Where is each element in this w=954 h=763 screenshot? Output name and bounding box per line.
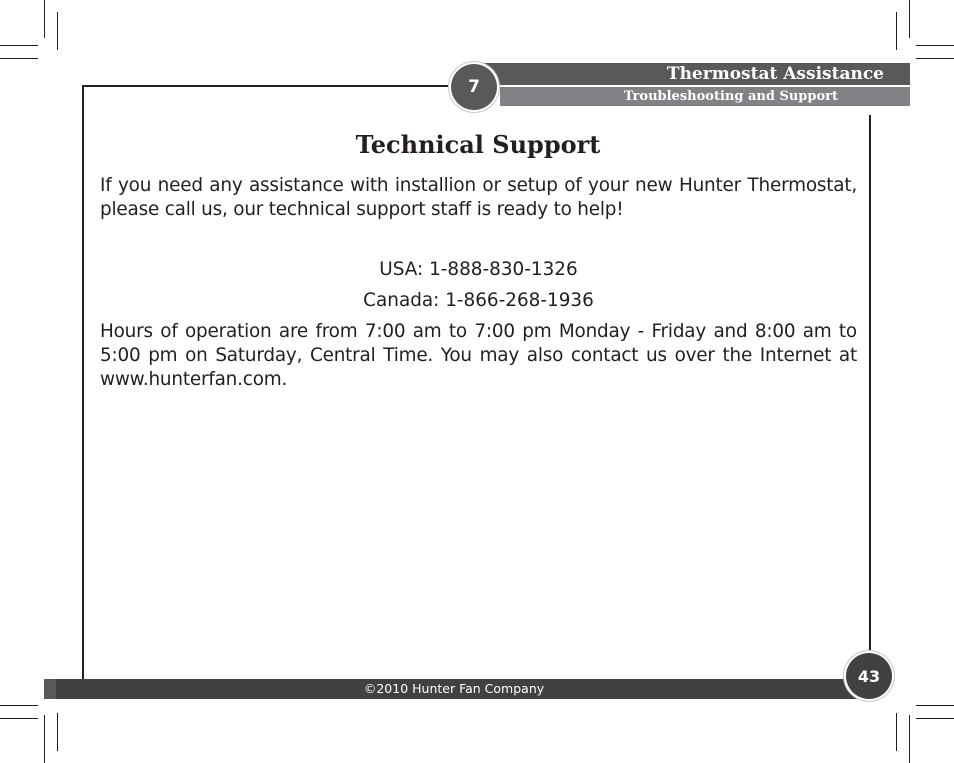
page-number-badge: 43 [846,653,892,699]
crop-mark [909,0,910,38]
frame-right-line [869,115,871,655]
frame-top-line [82,85,462,87]
phone-usa: USA: 1-888-830-1326 [379,259,578,280]
crop-mark [916,705,954,706]
crop-mark [0,705,38,706]
chapter-number-badge: 7 [451,64,497,110]
crop-mark [896,713,897,751]
crop-mark [909,715,910,763]
page-title: Technical Support [355,130,601,159]
crop-mark [0,718,38,719]
chapter-title: Thermostat Assistance [666,64,884,84]
crop-mark [57,713,58,751]
crop-mark [896,12,897,50]
crop-mark [916,45,954,46]
section-title: Troubleshooting and Support [623,89,838,104]
crop-mark [57,12,58,50]
crop-mark [0,45,38,46]
crop-mark [44,715,45,763]
crop-mark [0,58,38,59]
crop-mark [916,718,954,719]
frame-left-line [82,85,84,679]
phone-canada: Canada: 1-866-268-1936 [363,290,594,311]
intro-paragraph: If you need any assistance with installion or setup of your new Hunter Thermostat, please call us, our technical support staff is ready to help! [100,175,857,220]
hours-paragraph: Hours of operation are from 7:00 am to 7:00 pm Monday - Friday and 8:00 am to 5:00 pm on Saturday, Central Time. You may also contact us over the Internet at www.hunterfan.com. [100,321,857,390]
copyright-text: ©2010 Hunter Fan Company [363,681,545,696]
crop-mark [916,58,954,59]
crop-mark [44,0,45,38]
